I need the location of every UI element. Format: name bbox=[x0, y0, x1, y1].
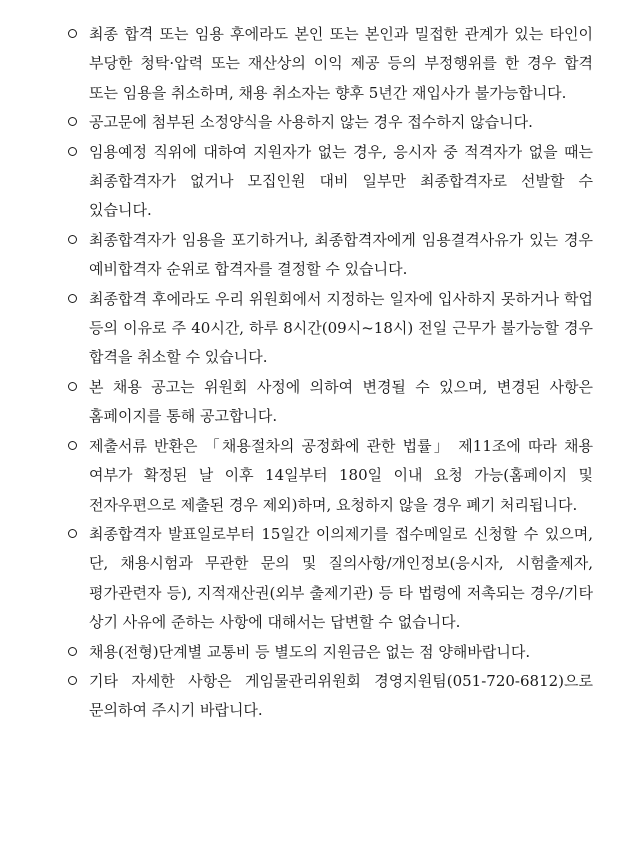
notice-item-objection bbox=[68, 520, 593, 638]
circle-bullet-icon bbox=[68, 529, 77, 538]
notice-item-cancellation bbox=[68, 20, 593, 108]
notice-item-changes bbox=[68, 373, 593, 432]
notice-item-text: 공고문에 첨부된 소정양식을 사용하지 않는 경우 접수하지 않습니다. bbox=[89, 113, 533, 132]
circle-bullet-icon bbox=[68, 441, 77, 450]
circle-bullet-icon bbox=[68, 382, 77, 391]
notice-item-document-return bbox=[68, 432, 593, 520]
notice-item-text: 최종 합격 또는 임용 후에라도 본인 또는 본인과 밀접한 관계가 있는 타인이 부당한 청탁·압력 또는 재산상의 이익 제공 등의 부정행위를 한 경우 합격 또는 임용을 취소하며, 채용 취소자는 향후 5년간 재입사가 불가능합니다. bbox=[89, 25, 593, 102]
notice-item-reserve bbox=[68, 226, 593, 285]
circle-bullet-icon bbox=[68, 147, 77, 156]
notice-item-text: 최종합격 후에라도 우리 위원회에서 지정하는 일자에 입사하지 못하거나 학업 등의 이유로 주 40시간, 하루 8시간(09시~18시) 전일 근무가 불가능할 경우 합격을 취소할 수 있습니다. bbox=[89, 289, 593, 367]
notice-list bbox=[68, 20, 593, 726]
notice-item-work-hours bbox=[68, 285, 593, 373]
circle-bullet-icon bbox=[68, 29, 77, 38]
notice-item-text: 본 채용 공고는 위원회 사정에 의하여 변경될 수 있으며, 변경된 사항은 홈페이지를 통해 공고합니다. bbox=[89, 377, 593, 426]
notice-item-text: 채용(전형)단계별 교통비 등 별도의 지원금은 없는 점 양해바랍니다. bbox=[89, 642, 531, 661]
circle-bullet-icon bbox=[68, 235, 77, 244]
notice-item-form bbox=[68, 108, 593, 137]
circle-bullet-icon bbox=[68, 117, 77, 126]
notice-item-text: 최종합격자가 임용을 포기하거나, 최종합격자에게 임용결격사유가 있는 경우 예비합격자 순위로 합격자를 결정할 수 있습니다. bbox=[89, 230, 593, 279]
notice-item-expenses bbox=[68, 638, 593, 667]
notice-item-text: 최종합격자 발표일로부터 15일간 이의제기를 접수메일로 신청할 수 있으며, 단, 채용시험과 무관한 문의 및 질의사항/개인정보(응시자, 시험출제자, 평가관련자 등), 지적재산권(외부 출제기관) 등 타 법령에 저촉되는 경우/기타 상기 사유에 준하는 사항에 대해서는 답변할 수 없습니다. bbox=[89, 524, 593, 632]
notice-item-no-applicant bbox=[68, 138, 593, 226]
circle-bullet-icon bbox=[68, 676, 77, 685]
circle-bullet-icon bbox=[68, 294, 77, 303]
circle-bullet-icon bbox=[68, 647, 77, 656]
notice-item-text: 기타 자세한 사항은 게임물관리위원회 경영지원팀(051-720-6812)으로 문의하여 주시기 바랍니다. bbox=[89, 671, 593, 720]
notice-item-text: 제출서류 반환은 「채용절차의 공정화에 관한 법률」 제11조에 따라 채용 여부가 확정된 날 이후 14일부터 180일 이내 요청 가능(홈페이지 및 전자우편으로 제출된 경우 제외)하며, 요청하지 않을 경우 폐기 처리됩니다. bbox=[89, 436, 593, 514]
notice-item-text: 임용예정 직위에 대하여 지원자가 없는 경우, 응시자 중 적격자가 없을 때는 최종합격자가 없거나 모집인원 대비 일부만 최종합격자로 선발할 수 있습니다. bbox=[89, 142, 593, 220]
notice-item-contact bbox=[68, 667, 593, 726]
